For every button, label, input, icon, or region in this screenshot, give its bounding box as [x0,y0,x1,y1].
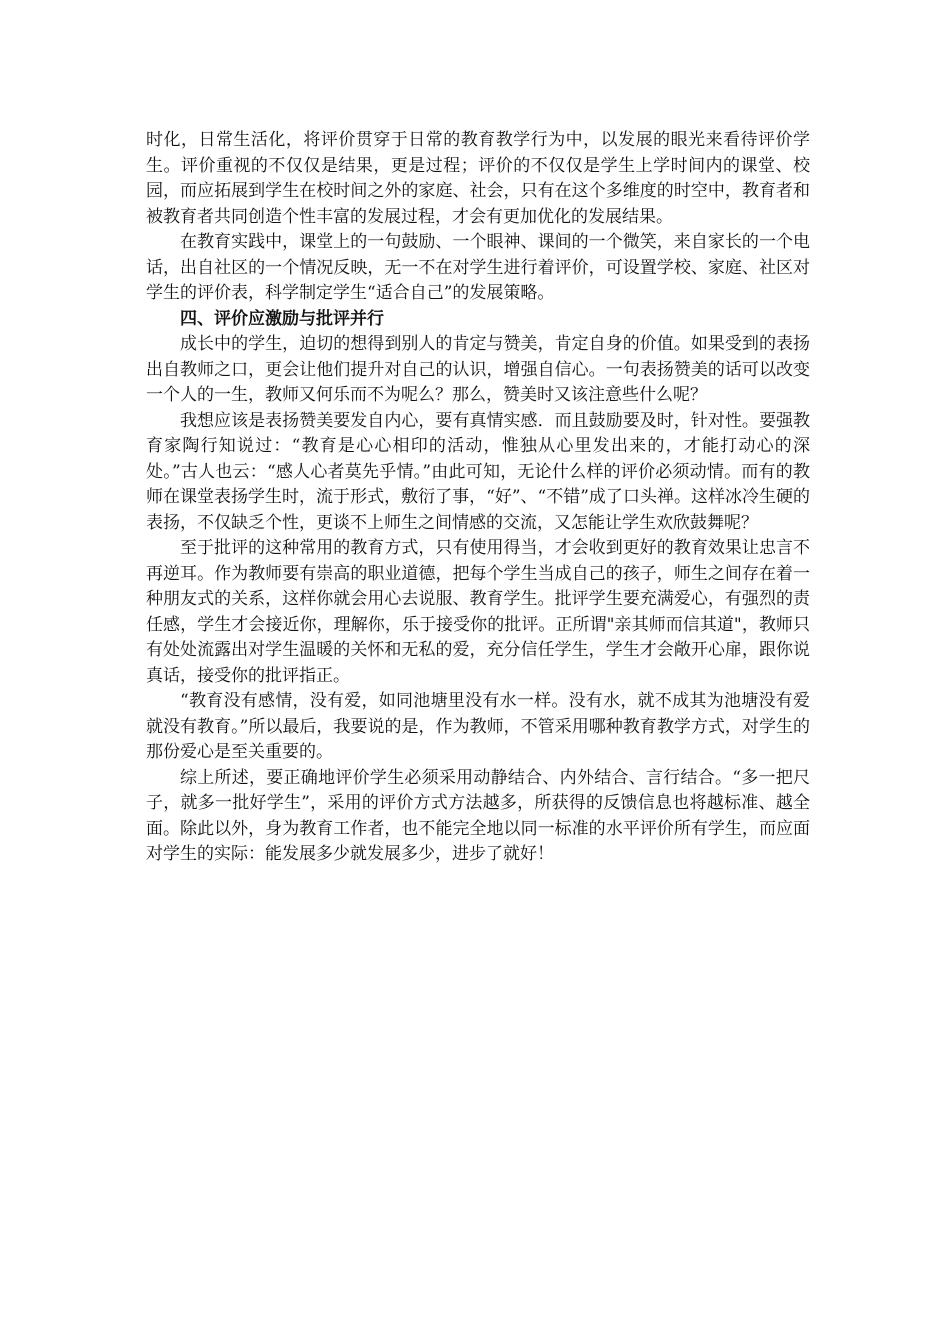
document-page [146,128,810,868]
paragraph-sincere-praise: 我想应该是表扬赞美要发自内心，要有真情实感．而且鼓励要及时，针对性。要强教育家陶行知说过：“教育是心心相印的活动，惟独从心里发出来的，才能打动心的深处。”古人也云：“感人心者莫先乎情。”由此可知，无论什么样的评价必须动情。而有的教师在课堂表扬学生时，流于形式，敷衍了事，“好”、“不错”成了口头禅。这样冰冷生硬的表扬，不仅缺乏个性，更谈不上师生之间情感的交流，又怎能让学生欢欣鼓舞呢？ [146,410,810,533]
paragraph-praise-value: 成长中的学生，迫切的想得到别人的肯定与赞美，肯定自身的价值。如果受到的表扬出自教师之口，更会让他们提升对自己的认识，增强自信心。一句表扬赞美的话可以改变一个人的一生，教师又何乐而不为呢么？那么，赞美时又该注意些什么呢？ [146,334,810,405]
paragraph-education-practice: 在教育实践中，课堂上的一句鼓励、一个眼神、课间的一个微笑，来自家长的一个电话，出自社区的一个情况反映，无一不在对学生进行着评价，可设置学校、家庭、社区对学生的评价表，科学制定学生“适合自己”的发展策略。 [146,232,810,303]
paragraph-continued: 时化，日常生活化，将评价贯穿于日常的教育教学行为中，以发展的眼光来看待评价学生。评价重视的不仅仅是结果，更是过程；评价的不仅仅是学生上学时间内的课堂、校园，而应拓展到学生在校时间之外的家庭、社会，只有在这个多维度的时空中，教育者和被教育者共同创造个性丰富的发展过程，才会有更加优化的发展结果。 [146,130,810,227]
section-heading: 四、评价应激励与批评并行 [180,308,384,329]
paragraph-love-education: “教育没有感情，没有爱，如同池塘里没有水一样。没有水，就不成其为池塘没有爱就没有教育。”所以最后，我要说的是，作为教师，不管采用哪种教育教学方式，对学生的那份爱心是至关重要的。 [146,691,810,762]
paragraph-conclusion: 综上所述，要正确地评价学生必须采用动静结合、内外结合、言行结合。“多一把尺子，就多一批好学生”，采用的评价方式方法越多，所获得的反馈信息也将越标准、越全面。除此以外，身为教育工作者，也不能完全地以同一标准的水平评价所有学生，而应面对学生的实际：能发展多少就发展多少，进步了就好！ [146,767,810,864]
paragraph-criticism: 至于批评的这种常用的教育方式，只有使用得当，才会收到更好的教育效果让忠言不再逆耳。作为教师要有崇高的职业道德，把每个学生当成自己的孩子，师生之间存在着一种朋友式的关系，这样你就会用心去说服、教育学生。批评学生要充满爱心，有强烈的责任感，学生才会接近你，理解你，乐于接受你的批评。正所谓"亲其师而信其道"，教师只有处处流露出对学生温暖的关怀和无私的爱，充分信任学生，学生才会敞开心扉，跟你说真话，接受你的批评指正。 [146,538,810,686]
